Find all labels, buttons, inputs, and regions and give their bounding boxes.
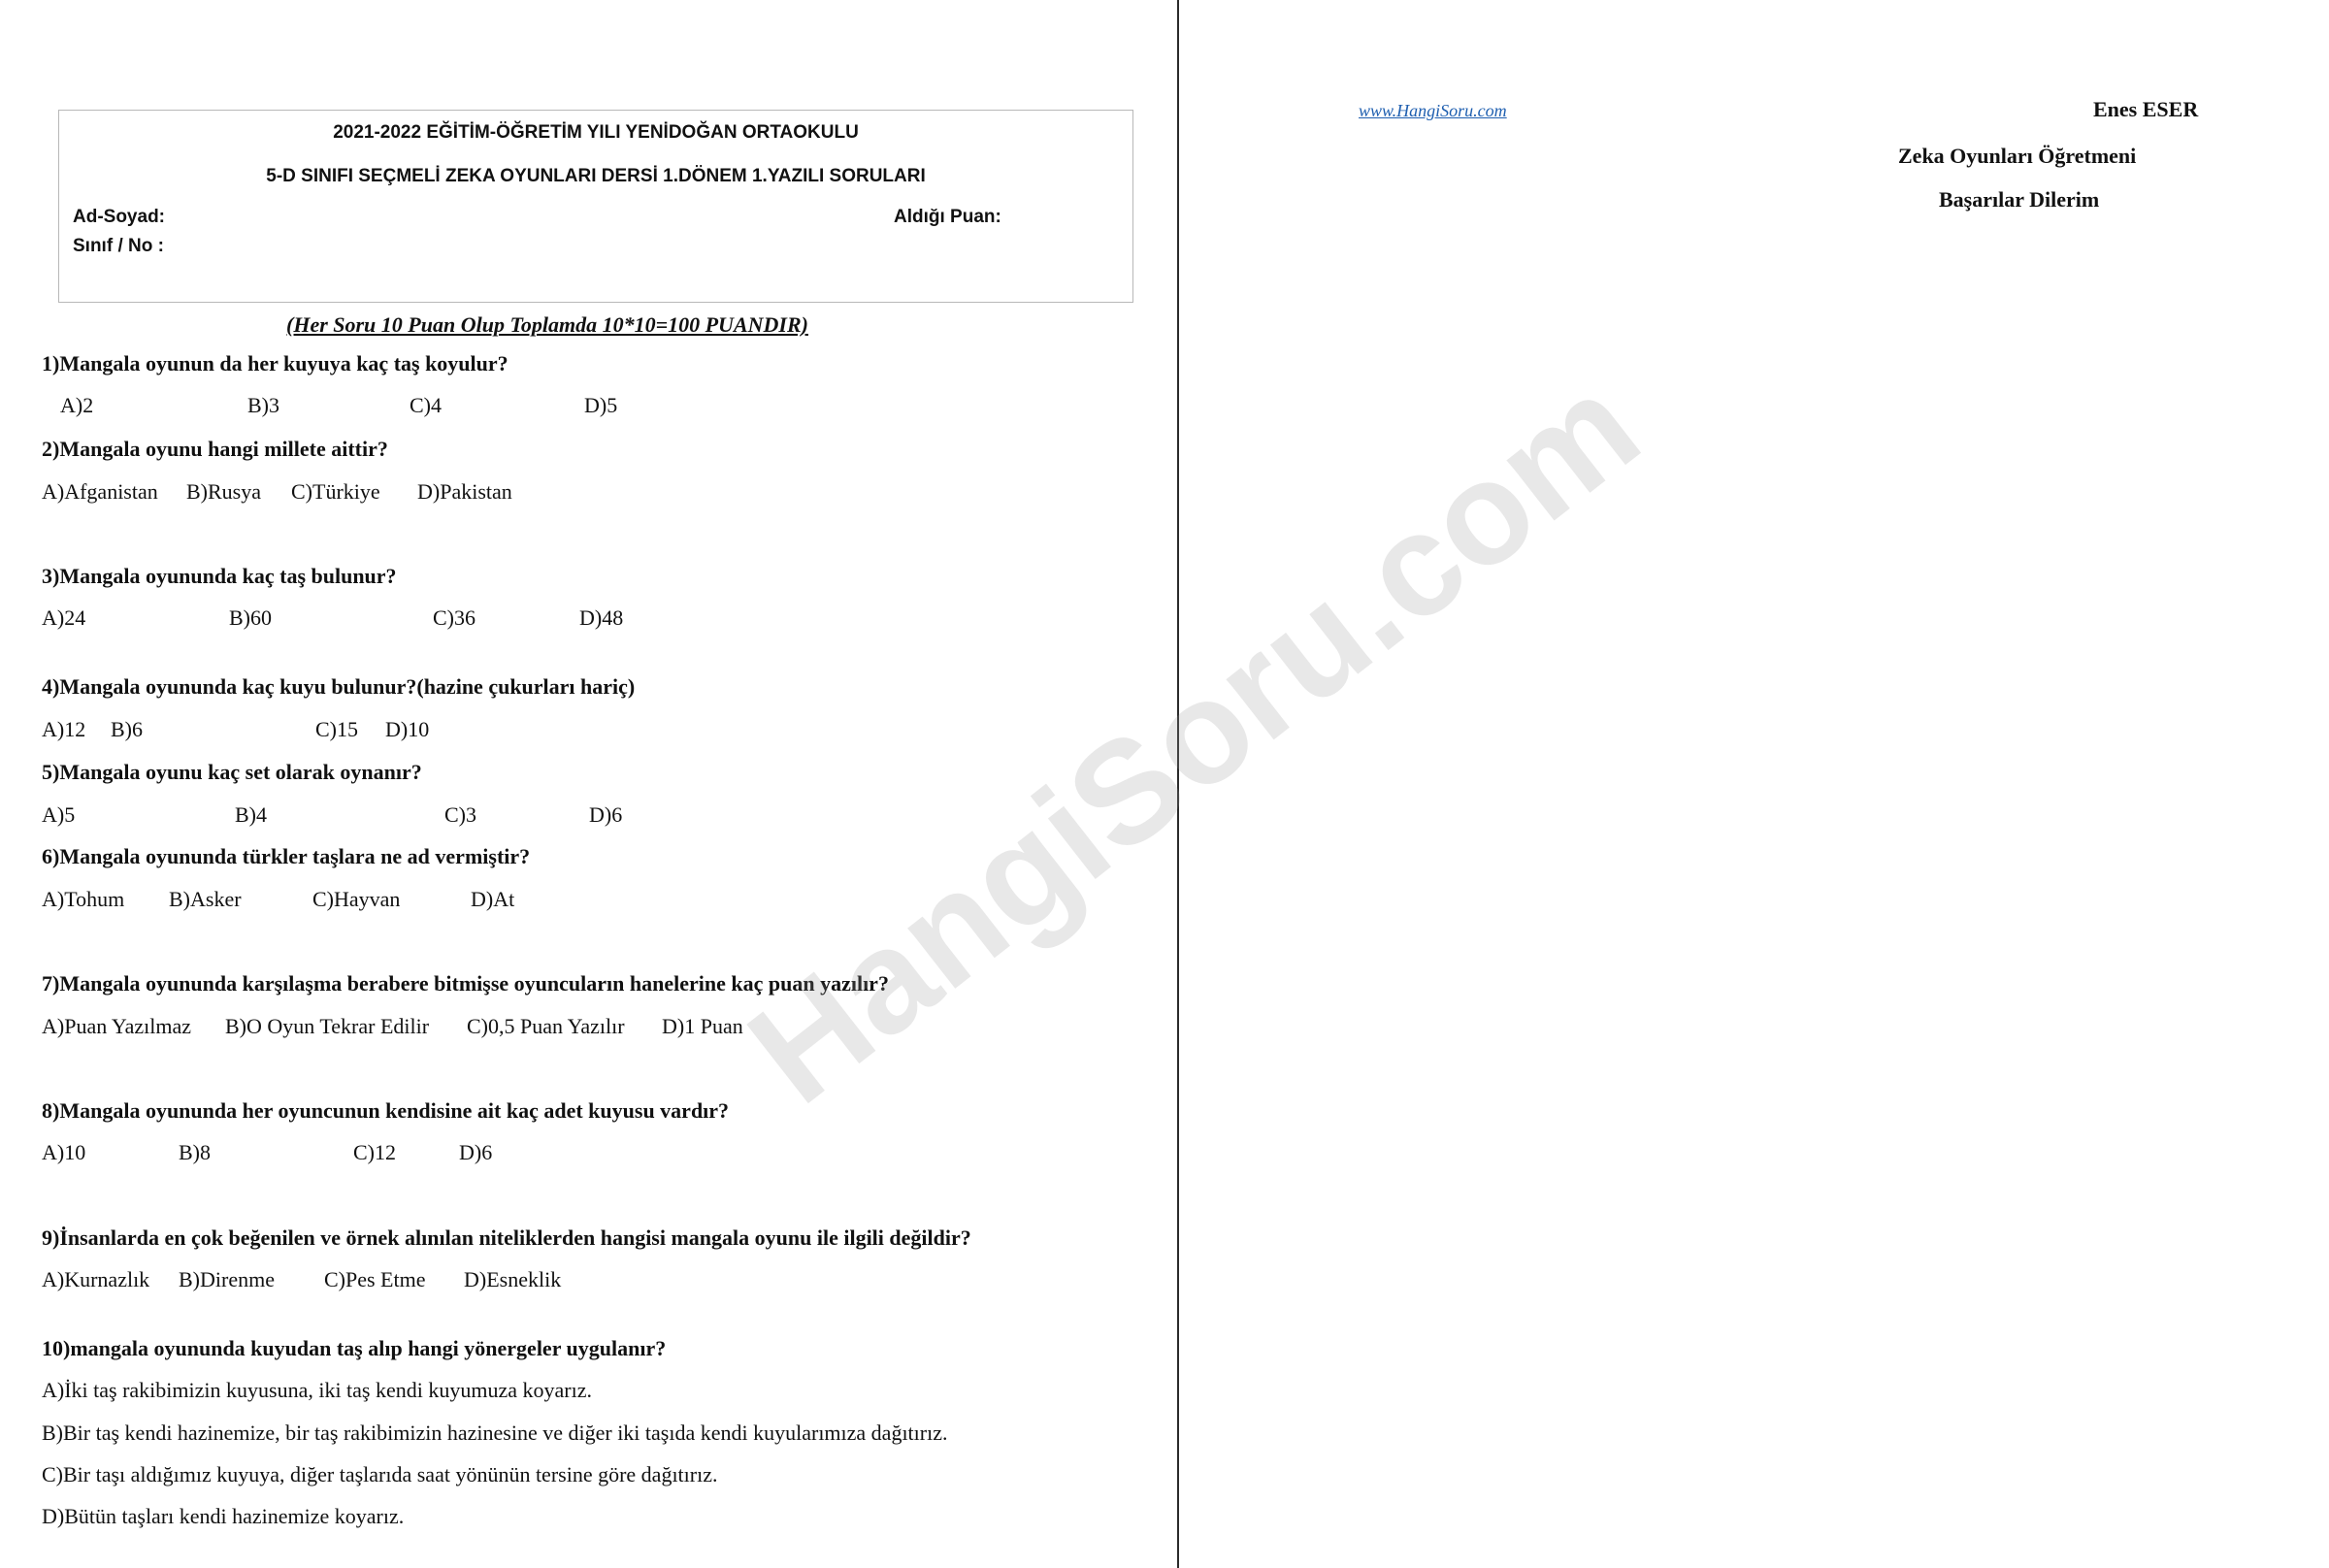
question-6: 6)Mangala oyununda türkler taşlara ne ad vermiştir? xyxy=(42,844,531,868)
question-9: 9)İnsanlarda en çok beğenilen ve örnek alınılan niteliklerden hangisi mangala oyunu ile ilgili değildir? xyxy=(42,1225,971,1250)
question-8-option-c: C)12 xyxy=(353,1140,396,1164)
question-6-option-b: B)Asker xyxy=(169,887,242,911)
question-2-option-a: A)Afganistan xyxy=(42,479,158,504)
question-3-option-d: D)48 xyxy=(579,605,624,630)
page-divider xyxy=(1177,0,1179,1568)
question-6-option-c: C)Hayvan xyxy=(312,887,401,911)
question-7-option-a: A)Puan Yazılmaz xyxy=(42,1014,191,1038)
question-3: 3)Mangala oyununda kaç taş bulunur? xyxy=(42,564,397,588)
question-7-option-b: B)O Oyun Tekrar Edilir xyxy=(225,1014,430,1038)
question-3-option-b: B)60 xyxy=(229,605,272,630)
watermark-text: HangiSoru.com xyxy=(719,343,1668,1134)
teacher-role: Zeka Oyunları Öğretmeni xyxy=(1898,144,2137,168)
question-10: 10)mangala oyununda kuyudan taş alıp hangi yönergeler uygulanır? xyxy=(42,1336,667,1360)
question-1-option-d: D)5 xyxy=(584,393,618,417)
question-7-option-d: D)1 Puan xyxy=(662,1014,743,1038)
scoring-instruction: (Her Soru 10 Puan Olup Toplamda 10*10=100 PUANDIR) xyxy=(286,312,808,337)
question-10-option-b: B)Bir taş kendi hazinemize, bir taş rakibimizin hazinesine ve diğer iki taşıda kendi kuyularımıza dağıtırız. xyxy=(42,1421,948,1445)
question-7-option-c: C)0,5 Puan Yazılır xyxy=(467,1014,625,1038)
question-2: 2)Mangala oyunu hangi millete aittir? xyxy=(42,437,388,461)
question-5-option-b: B)4 xyxy=(235,802,267,827)
question-4-option-b: B)6 xyxy=(111,717,143,741)
question-9-option-b: B)Direnme xyxy=(179,1267,275,1291)
question-2-option-b: B)Rusya xyxy=(186,479,261,504)
question-4-option-c: C)15 xyxy=(315,717,358,741)
question-7: 7)Mangala oyununda karşılaşma berabere bitmişse oyuncuların hanelerine kaç puan yazılır? xyxy=(42,971,889,996)
class-number-label: Sınıf / No : xyxy=(73,236,164,256)
question-1-option-a: A)2 xyxy=(60,393,94,417)
question-10-option-a: A)İki taş rakibimizin kuyusuna, iki taş kendi kuyumuza koyarız. xyxy=(42,1378,592,1402)
question-8-option-b: B)8 xyxy=(179,1140,211,1164)
question-6-option-a: A)Tohum xyxy=(42,887,125,911)
question-4: 4)Mangala oyununda kaç kuyu bulunur?(hazine çukurları hariç) xyxy=(42,674,636,699)
question-1: 1)Mangala oyunun da her kuyuya kaç taş koyulur? xyxy=(42,351,508,376)
question-5: 5)Mangala oyunu kaç set olarak oynanır? xyxy=(42,760,422,784)
question-3-option-c: C)36 xyxy=(433,605,476,630)
question-6-option-d: D)At xyxy=(471,887,515,911)
question-2-option-c: C)Türkiye xyxy=(291,479,380,504)
teacher-name: Enes ESER xyxy=(2093,97,2199,121)
question-4-option-d: D)10 xyxy=(385,717,430,741)
question-8-option-a: A)10 xyxy=(42,1140,86,1164)
question-8: 8)Mangala oyununda her oyuncunun kendisine ait kaç adet kuyusu vardır? xyxy=(42,1098,730,1123)
exam-title: 5-D SINIFI SEÇMELİ ZEKA OYUNLARI DERSİ 1.DÖNEM 1.YAZILI SORULARI xyxy=(266,166,926,186)
question-5-option-d: D)6 xyxy=(589,802,623,827)
question-9-option-a: A)Kurnazlık xyxy=(42,1267,150,1291)
question-10-option-c: C)Bir taşı aldığımız kuyuya, diğer taşlarıda saat yönünün tersine göre dağıtırız. xyxy=(42,1462,718,1486)
question-5-option-a: A)5 xyxy=(42,802,76,827)
exam-header-box xyxy=(58,110,1133,303)
question-9-option-d: D)Esneklik xyxy=(464,1267,562,1291)
question-1-option-b: B)3 xyxy=(247,393,279,417)
school-title: 2021-2022 EĞİTİM-ÖĞRETİM YILI YENİDOĞAN ORTAOKULU xyxy=(333,122,859,143)
question-5-option-c: C)3 xyxy=(444,802,476,827)
question-4-option-a: A)12 xyxy=(42,717,86,741)
name-label: Ad-Soyad: xyxy=(73,207,165,227)
question-2-option-d: D)Pakistan xyxy=(417,479,512,504)
question-9-option-c: C)Pes Etme xyxy=(324,1267,426,1291)
score-label: Aldığı Puan: xyxy=(894,207,1001,227)
question-8-option-d: D)6 xyxy=(459,1140,493,1164)
site-link[interactable]: www.HangiSoru.com xyxy=(1359,101,1507,120)
good-luck-message: Başarılar Dilerim xyxy=(1939,187,2100,212)
question-10-option-d: D)Bütün taşları kendi hazinemize koyarız. xyxy=(42,1504,405,1528)
question-1-option-c: C)4 xyxy=(410,393,442,417)
question-3-option-a: A)24 xyxy=(42,605,86,630)
